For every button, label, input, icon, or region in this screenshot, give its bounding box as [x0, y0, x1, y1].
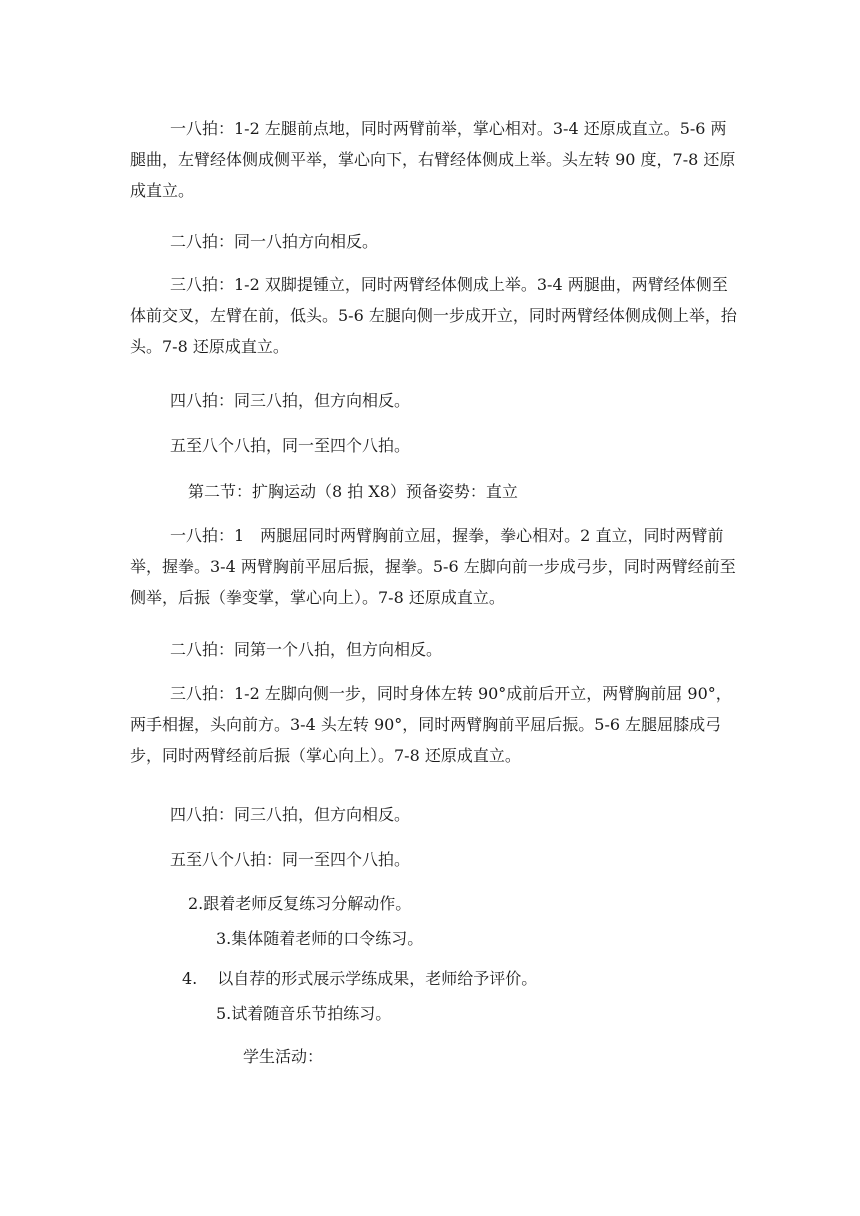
section2-beat5-8-paragraph — [130, 844, 740, 875]
section1-beat4-text: 四八拍：同三八拍，但方向相反。 — [170, 391, 411, 410]
step-2: 2.跟着老师反复练习分解动作。 — [188, 894, 412, 913]
section1-beat2-paragraph — [130, 226, 740, 257]
section2-beat3-text: 三八拍：1-2 左脚向侧一步，同时身体左转 90°成前后开立，两臂胸前屈 90°，两手相握，头向前方。3-4 头左转 90°，同时两臂胸前平屈后振。5-6 左腿屈膝成弓步，同时两臂经前后振（掌心向上）。7-8 还原成直立。 — [130, 684, 732, 765]
step-5: 5.试着随音乐节拍练习。 — [216, 1004, 392, 1023]
section1-beat5-8-paragraph — [130, 430, 740, 461]
step-3: 3.集体随着老师的口令练习。 — [216, 929, 424, 948]
step-4 — [182, 968, 537, 990]
section2-heading: 第二节：扩胸运动（8 拍 X8）预备姿势：直立 — [188, 482, 518, 501]
student-activity-label: 学生活动： — [243, 1047, 324, 1066]
section1-beat1-text: 一八拍：1-2 左腿前点地，同时两臂前举，掌心相对。3-4 还原成直立。5-6 两腿曲，左臂经体侧成侧平举，掌心向下，右臂经体侧成上举。头左转 90 度，7-8 还原成直立。 — [130, 119, 736, 200]
section2-beat4-text: 四八拍：同三八拍，但方向相反。 — [170, 805, 411, 824]
section1-beat3-paragraph — [130, 269, 740, 362]
section1-beat3-text: 三八拍：1-2 双脚提锺立，同时两臂经体侧成上举。3-4 两腿曲，两臂经体侧至体前交叉，左臂在前，低头。5-6 左腿向侧一步成开立，同时两臂经体侧成侧上举，抬头。7-8 还原成直立。 — [130, 275, 737, 356]
section2-beat1-paragraph — [130, 520, 740, 613]
step-4-number: 4. — [182, 969, 198, 988]
section1-beat1-paragraph — [130, 113, 740, 206]
section2-beat3-paragraph — [130, 678, 740, 771]
section2-beat4-paragraph — [130, 799, 740, 830]
section2-beat2-paragraph — [130, 634, 740, 665]
step-4-text: 以自荐的形式展示学练成果，老师给予评价。 — [217, 969, 538, 988]
section1-beat4-paragraph — [130, 385, 740, 416]
section2-beat1-text: 一八拍：1 两腿屈同时两臂胸前立屈，握拳，拳心相对。2 直立，同时两臂前举，握拳。3-4 两臂胸前平屈后振，握拳。5-6 左脚向前一步成弓步，同时两臂经前至侧举，后振（拳变掌，掌心向上）。7-8 还原成直立。 — [130, 526, 736, 607]
section1-beat2-text: 二八拍：同一八拍方向相反。 — [170, 232, 379, 251]
section2-beat2-text: 二八拍：同第一个八拍，但方向相反。 — [170, 640, 443, 659]
section2-beat5-8-text: 五至八个八拍：同一至四个八拍。 — [170, 850, 411, 869]
section1-beat5-8-text: 五至八个八拍，同一至四个八拍。 — [170, 436, 411, 455]
